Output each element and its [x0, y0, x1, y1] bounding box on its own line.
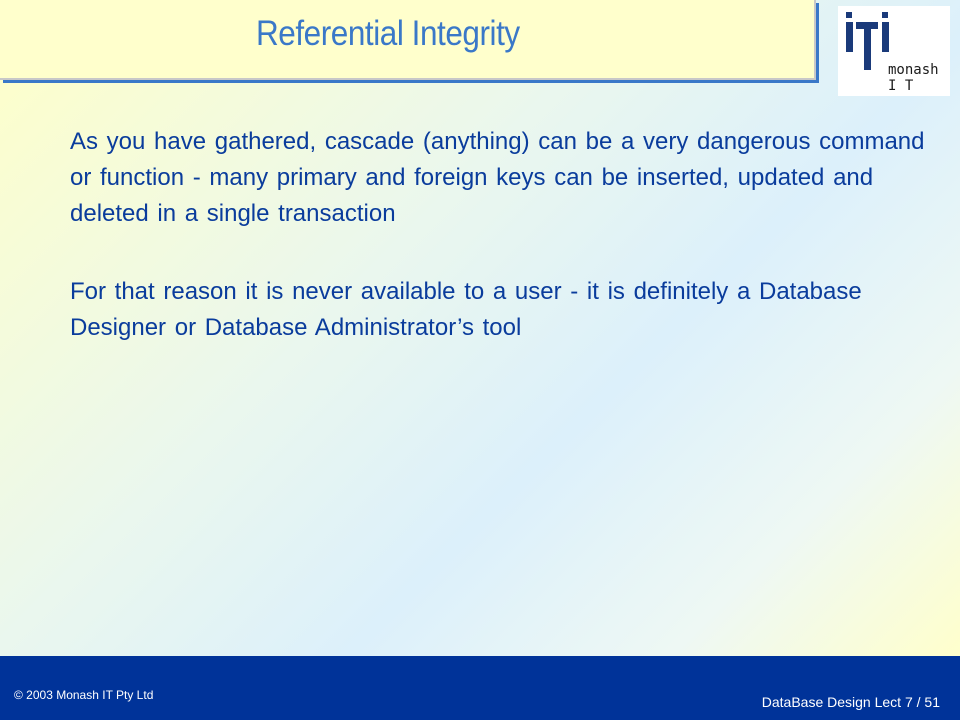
title-box — [0, 0, 816, 80]
slide-title: Referential Integrity — [256, 14, 520, 53]
body-paragraph-2: For that reason it is never available to a user - it is definitely a Database Designer or Database Administrator’s tool — [70, 278, 862, 341]
slide-body — [70, 124, 930, 388]
footer-bar — [0, 656, 960, 720]
body-paragraph-1: As you have gathered, cascade (anything) can be a very dangerous command or function - many primary and foreign keys can be inserted, updated and deleted in a single transaction — [70, 128, 925, 227]
logo-text-monash: monash — [888, 62, 939, 78]
logo-text-it: I T — [888, 78, 914, 94]
copyright-text: © 2003 Monash IT Pty Ltd — [14, 688, 154, 702]
monash-it-logo — [838, 6, 950, 96]
lecture-reference: DataBase Design Lect 7 / 51 — [761, 694, 940, 710]
